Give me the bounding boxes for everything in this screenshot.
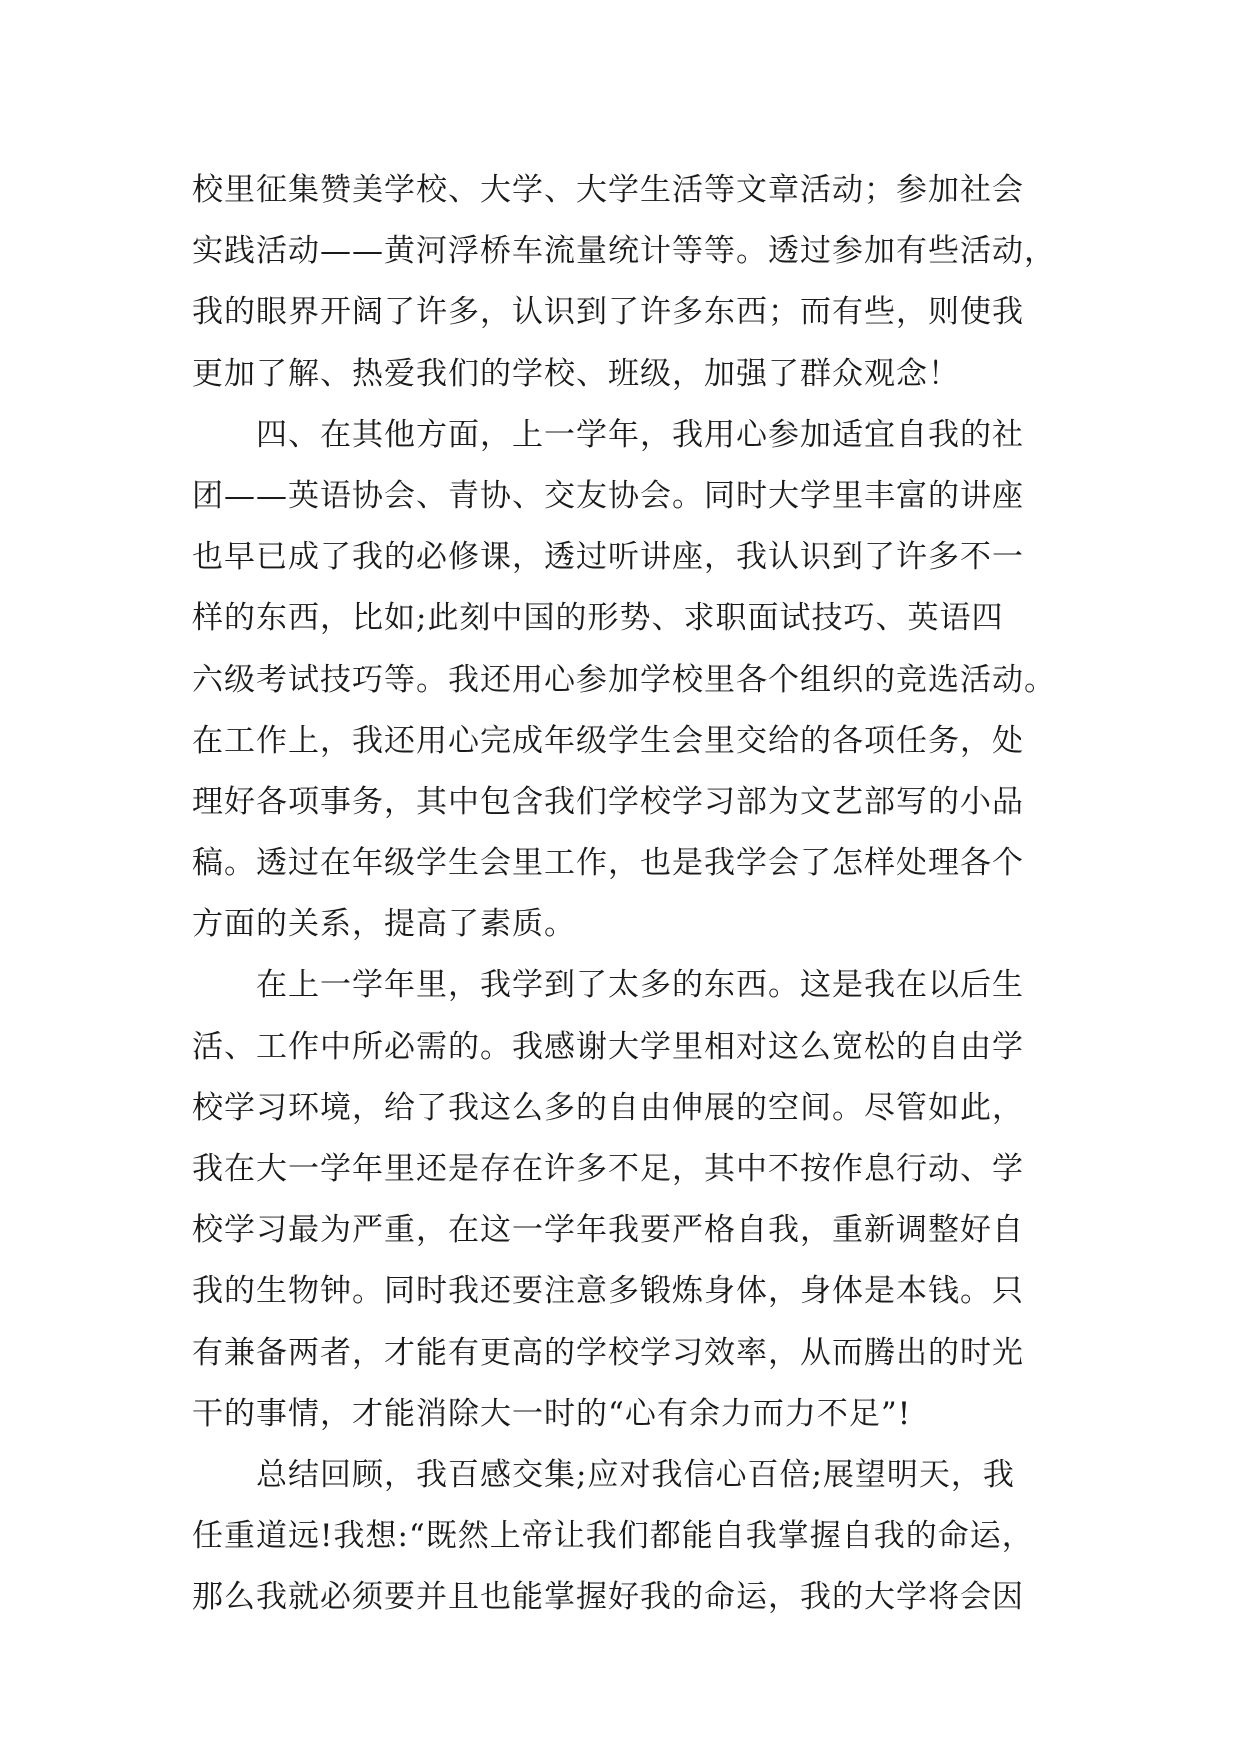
text-line: 有兼备两者，才能有更高的学校学习效率，从而腾出的时光 <box>192 1334 1024 1371</box>
text-line: 稿。透过在年级学生会里工作，也是我学会了怎样处理各个 <box>192 845 1024 882</box>
text-line: 在上一学年里，我学到了太多的东西。这是我在以后生 <box>192 967 1024 1004</box>
text-line: 实践活动——黄河浮桥车流量统计等等。透过参加有些活动， <box>192 233 1056 270</box>
text-line: 四、在其他方面，上一学年，我用心参加适宜自我的社 <box>192 416 1024 453</box>
text-line: 校学习最为严重，在这一学年我要严格自我，重新调整好自 <box>192 1212 1024 1249</box>
text-line: 理好各项事务，其中包含我们学校学习部为文艺部写的小品 <box>192 783 1024 820</box>
text-line: 也早已成了我的必修课，透过听讲座，我认识到了许多不一 <box>192 539 1024 576</box>
text-line: 更加了解、热爱我们的学校、班级，加强了群众观念！ <box>192 355 960 392</box>
text-line: 任重道远!我想:“既然上帝让我们都能自我掌握自我的命运， <box>192 1518 1034 1555</box>
text-line: 干的事情，才能消除大一时的“心有余力而力不足”! <box>192 1395 912 1432</box>
text-line: 我的生物钟。同时我还要注意多锻炼身体，身体是本钱。只 <box>192 1273 1024 1310</box>
text-line: 我在大一学年里还是存在许多不足，其中不按作息行动、学 <box>192 1151 1024 1187</box>
text-line: 在工作上，我还用心完成年级学生会里交给的各项任务，处 <box>192 722 1024 759</box>
text-line: 总结回顾，我百感交集;应对我信心百倍;展望明天，我 <box>192 1456 1015 1493</box>
document-body <box>192 160 1092 1629</box>
text-line: 样的东西，比如;此刻中国的形势、求职面试技巧、英语四 <box>192 600 1004 637</box>
text-line: 我的眼界开阔了许多，认识到了许多东西；而有些，则使我 <box>192 294 1024 331</box>
text-line: 那么我就必须要并且也能掌握好我的命运，我的大学将会因 <box>192 1579 1024 1616</box>
text-line: 校学习环境，给了我这么多的自由伸展的空间。尽管如此， <box>192 1089 1024 1126</box>
text-line: 活、工作中所必需的。我感谢大学里相对这么宽松的自由学 <box>192 1028 1024 1065</box>
text-line: 六级考试技巧等。我还用心参加学校里各个组织的竞选活动。 <box>192 661 1056 698</box>
text-line: 校里征集赞美学校、大学、大学生活等文章活动；参加社会 <box>192 172 1024 208</box>
text-line: 方面的关系，提高了素质。 <box>192 906 576 943</box>
text-line: 团——英语协会、青协、交友协会。同时大学里丰富的讲座 <box>192 477 1024 514</box>
